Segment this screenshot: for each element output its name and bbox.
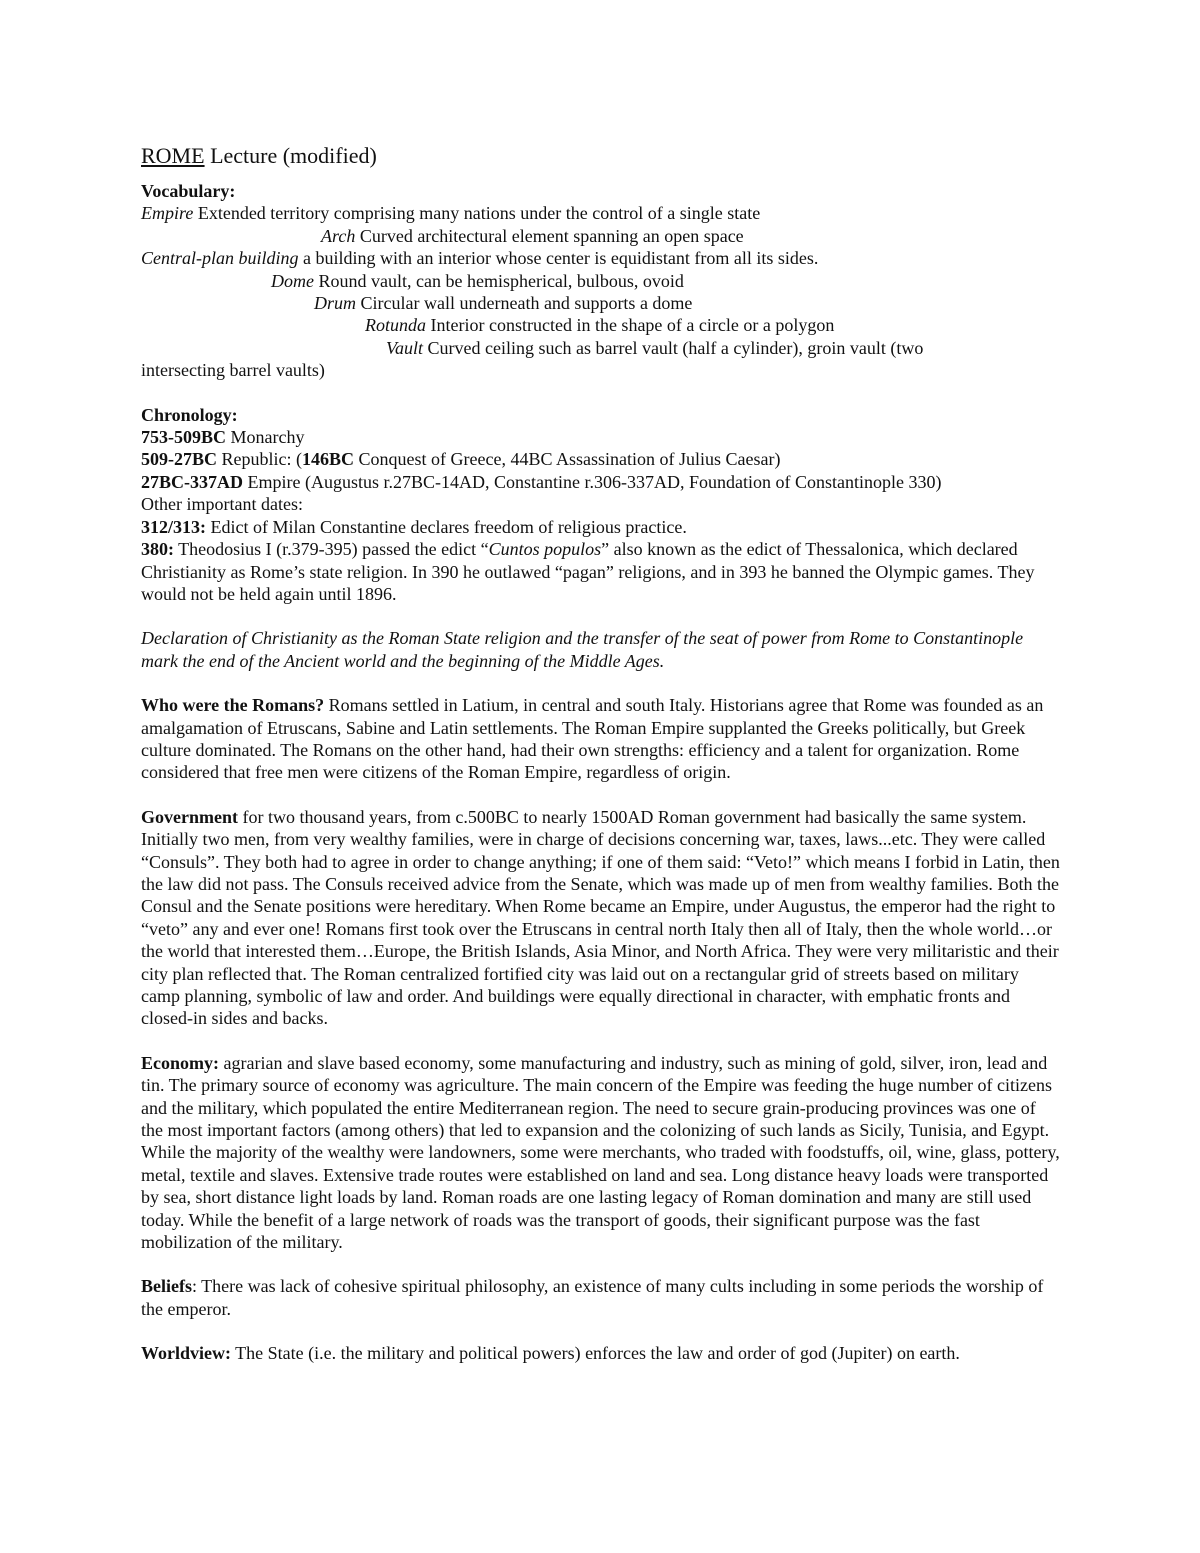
worldview-heading: Worldview:: [141, 1343, 231, 1364]
chronology-empire: [141, 471, 1061, 493]
chronology-milan: [141, 516, 1061, 538]
beliefs-paragraph: [141, 1275, 1061, 1320]
vocab-term: Dome: [271, 270, 314, 291]
worldview-text: The State (i.e. the military and political powers) enforces the law and order of god (Jupiter) on earth.: [231, 1343, 960, 1364]
chronology-date: 27BC-337AD: [141, 471, 243, 492]
vocab-def: Interior constructed in the shape of a circle or a polygon: [426, 315, 835, 336]
chronology-section: [141, 404, 1061, 606]
government-heading: Government: [141, 806, 238, 827]
vocab-term: Rotunda: [365, 315, 426, 336]
vocab-item-empire: [141, 202, 1061, 224]
chronology-heading: Chronology:: [141, 404, 238, 425]
chronology-date: 146BC: [301, 449, 354, 470]
chronology-monarchy: [141, 426, 1061, 448]
vocab-def: Extended territory comprising many nations under the control of a single state: [193, 203, 761, 224]
vocab-item-arch: [141, 225, 1061, 247]
chronology-text: Conquest of Greece, 44BC Assassination of Julius Caesar): [354, 449, 781, 470]
vocab-item-vault: [141, 337, 1061, 359]
declaration-paragraph: Declaration of Christianity as the Roman State religion and the transfer of the seat of power from Rome to Constantinople mark the end of the Ancient world and the beginning of the Middle Ages.: [141, 628, 1024, 671]
vocab-item-rotunda: [141, 314, 1061, 336]
chronology-text: Monarchy: [226, 427, 305, 448]
vocab-def: Curved architectural element spanning an open space: [355, 225, 744, 246]
vocab-def: a building with an interior whose center is equidistant from all its sides.: [298, 248, 819, 269]
chronology-text: Theodosius I (r.379-395) passed the edict “: [174, 539, 489, 560]
chronology-theodosius: [141, 538, 1061, 605]
government-text: for two thousand years, from c.500BC to nearly 1500AD Roman government had basically the same system. Initially two men, from very wealthy families, were in charge of decisions concerning war, taxes, laws...etc. They were called “Consuls”. They both had to agree in order to change anything; if one of them said: “Veto!” which means I forbid in Latin, then the law did not pass. The Consuls received advice from the Senate, which was made up of men from wealthy families. Both the Consul and the Senate positions were hereditary. When Rome became an Empire, under Augustus, the emperor had the right to “veto” any and ever one! Romans first took over the Etruscans in central north Italy then all of Italy, then the whole world…or the world that interested them…Europe, the British Islands, Asia Minor, and North Africa. They were very militaristic and their city plan reflected that. The Roman centralized fortified city was laid out on a rectangular grid of streets based on military camp planning, symbolic of law and order. And buildings were equally directional in character, with emphatic fronts and closed-in sides and backs.: [141, 806, 1060, 1029]
chronology-other-dates: Other important dates:: [141, 494, 303, 515]
chronology-text: ” also known as the edict of Thessalonica, which declared Christianity as Rome’s state religion. In 390 he outlawed “pagan” religions, and in 393 he banned the Olympic games. They would not be held again until 1896.: [141, 539, 1035, 604]
chronology-text: Empire (Augustus r.27BC-14AD, Constantine r.306-337AD, Foundation of Constantinople 330): [243, 471, 942, 492]
economy-text: agrarian and slave based economy, some manufacturing and industry, such as mining of gold, silver, iron, lead and tin. The primary source of economy was agriculture. The main concern of the Empire was feeding the huge number of citizens and the military, which populated the entire Mediterranean region. The need to secure grain-producing provinces was one of the most important factors (among others) that led to expansion and the colonizing of such lands as Sicily, Tunisia, and Egypt. While the majority of the wealthy were landowners, some were merchants, who traded with foodstuffs, oil, wine, glass, pottery, metal, textile and slaves. Extensive trade routes were established on land and sea. Long distance heavy loads were transported by sea, short distance light loads by land. Roman roads are one lasting legacy of Roman domination and many are still used today. While the benefit of a large network of roads was the transport of goods, their significant purpose was the fast mobilization of the military.: [141, 1052, 1060, 1253]
worldview-paragraph: [141, 1342, 1061, 1364]
chronology-date: 753-509BC: [141, 427, 226, 448]
vocab-vault-continued: intersecting barrel vaults): [141, 360, 325, 381]
vocab-term: Empire: [141, 203, 194, 224]
vocab-def: Curved ceiling such as barrel vault (half a cylinder), groin vault (two: [423, 337, 924, 358]
chronology-date: 380:: [141, 539, 174, 560]
vocab-term: Vault: [386, 337, 424, 358]
romans-text: Romans settled in Latium, in central and south Italy. Historians agree that Rome was founded as an amalgamation of Etruscans, Sabine and Latin settlements. The Roman Empire supplanted the Greeks politically, but Greek culture dominated. The Romans on the other hand, had their own strengths: efficiency and a talent for organization. Rome considered that free men were citizens of the Roman Empire, regardless of origin.: [141, 695, 1044, 783]
vocab-item-dome: [141, 270, 1061, 292]
chronology-date: 509-27BC: [141, 449, 217, 470]
document-page: [141, 143, 1061, 1365]
title-rome: ROME: [141, 143, 205, 168]
vocab-def: Round vault, can be hemispherical, bulbous, ovoid: [314, 270, 684, 291]
vocab-item-drum: [141, 292, 1061, 314]
title-subtitle: Lecture (modified): [204, 143, 377, 168]
beliefs-heading: Beliefs: [141, 1276, 192, 1297]
vocab-term: Drum: [314, 293, 357, 314]
page-title: [141, 143, 1061, 169]
vocabulary-heading: Vocabulary:: [141, 181, 236, 201]
government-paragraph: [141, 806, 1061, 1030]
romans-paragraph: [141, 694, 1061, 784]
economy-paragraph: [141, 1052, 1061, 1254]
vocab-def: Circular wall underneath and supports a dome: [356, 293, 693, 314]
romans-heading: Who were the Romans?: [141, 695, 325, 716]
chronology-text: Republic: (: [217, 449, 302, 470]
vocab-item-central-plan: [141, 247, 1061, 269]
chronology-date: 312/313:: [141, 516, 206, 537]
vocab-term: Central-plan building: [141, 248, 299, 269]
chronology-text: Edict of Milan Constantine declares freedom of religious practice.: [206, 516, 687, 537]
chronology-republic: [141, 448, 1061, 470]
edict-name: Cuntos populos: [488, 539, 602, 560]
beliefs-text: : There was lack of cohesive spiritual philosophy, an existence of many cults including in some periods the worship of the emperor.: [141, 1276, 1044, 1319]
vocabulary-section: [141, 180, 1061, 382]
economy-heading: Economy:: [141, 1052, 219, 1073]
vocab-term: Arch: [321, 225, 356, 246]
